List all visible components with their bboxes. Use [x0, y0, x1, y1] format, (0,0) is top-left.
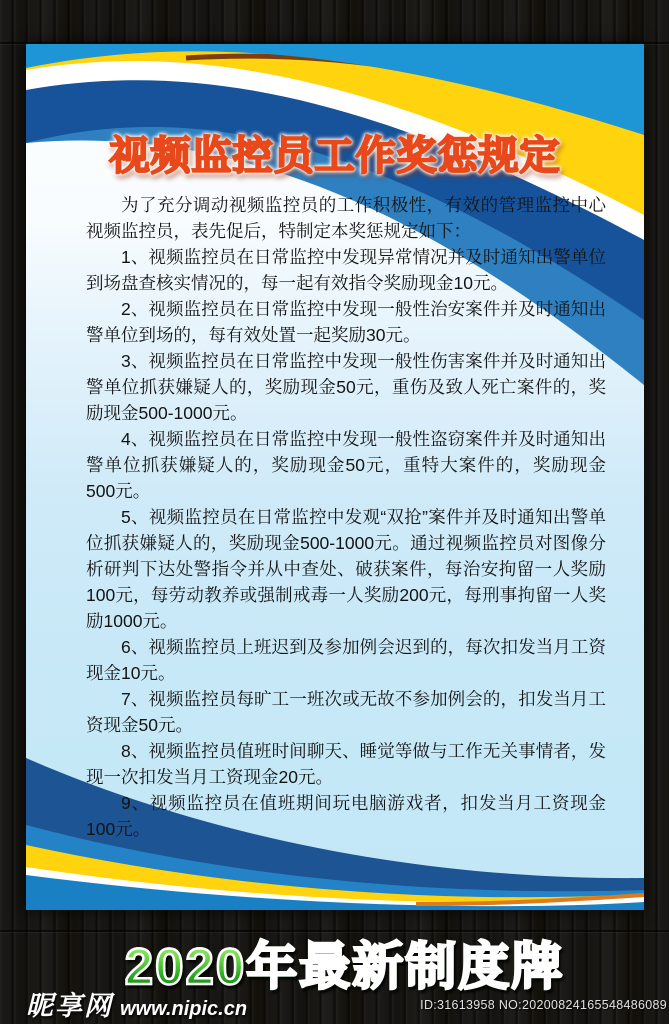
image-id-text: ID:31613958 NO:20200824165548486089 — [420, 998, 667, 1012]
nipic-url: www.nipic.cn — [120, 998, 248, 1020]
nipic-logo-text: 昵享网 — [26, 991, 113, 1021]
poster-title: 视频监控员工作奖惩规定 — [26, 132, 644, 180]
regulation-item-5: 5、视频监控员在日常监控中发观“双抢”案件并及时通知出警单位抓获嫌疑人的，奖励现金500-1000元。通过视频监控员对图像分析研判下达处警指令并从中查处、破获案件，每治安拘留一人奖励100元，每劳动教养或强制戒毒一人奖励200元，每刑事拘留一人奖励1000元。 — [86, 507, 606, 631]
regulation-item-2: 2、视频监控员在日常监控中发现一般性治安案件并及时通知出警单位到场的，每有效处置一起奖励30元。 — [86, 299, 606, 345]
regulation-item-8: 8、视频监控员值班时间聊天、睡觉等做与工作无关事情者，发现一次扣发当月工资现金20元。 — [86, 741, 606, 787]
wood-seam — [0, 930, 669, 932]
regulation-item-1: 1、视频监控员在日常监控中发现异常情况并及时通知出警单位到场盘查核实情况的，每一起有效指令奖励现金10元。 — [86, 247, 606, 293]
intro-paragraph: 为了充分调动视频监控员的工作积极性，有效的管理监控中心视频监控员，表先促后，特制定本奖惩规定如下： — [86, 195, 606, 241]
regulation-item-6: 6、视频监控员上班迟到及参加例会迟到的，每次扣发当月工资现金10元。 — [86, 637, 606, 683]
regulation-item-9: 9、视频监控员在值班期间玩电脑游戏者，扣发当月工资现金100元。 — [86, 793, 606, 839]
regulation-item-3: 3、视频监控员在日常监控中发现一般性伤害案件并及时通知出警单位抓获嫌疑人的，奖励现金50元，重伤及致人死亡案件的，奖励现金500-1000元。 — [86, 351, 606, 423]
regulation-poster — [26, 44, 644, 910]
regulation-item-4: 4、视频监控员在日常监控中发现一般性盗窃案件并及时通知出警单位抓获嫌疑人的，奖励现金50元，重特大案件的，奖励现金500元。 — [86, 429, 606, 501]
regulation-item-7: 7、视频监控员每旷工一班次或无故不参加例会的，扣发当月工资现金50元。 — [86, 689, 606, 735]
regulation-body — [86, 192, 606, 842]
bottom-banner-title: 2020年最新制度牌 — [20, 938, 669, 997]
nipic-watermark — [26, 984, 247, 1023]
